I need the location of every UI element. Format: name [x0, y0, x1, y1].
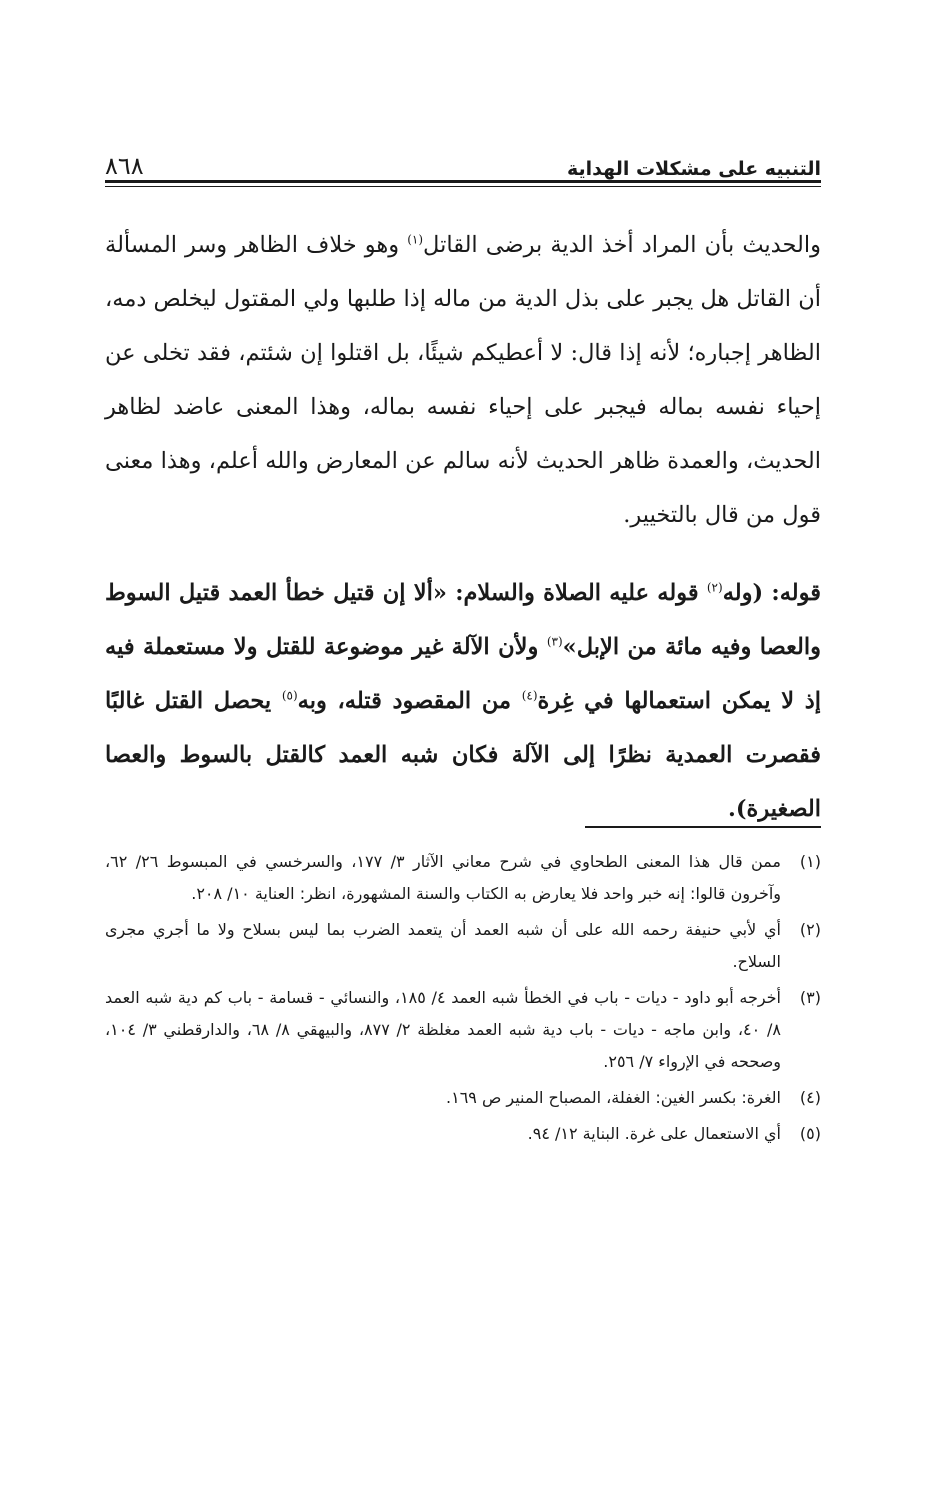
footnote-4: [105, 1082, 821, 1114]
page-number: ٨٦٨: [105, 152, 144, 180]
paragraph-2-part-3: ولأن الآلة غير موضوعة للقتل ولا مستعملة فيه إذ لا يمكن استعمالها في غِرة: [105, 634, 821, 714]
footnote-number: (٥): [799, 1124, 821, 1143]
footnote-text: ممن قال هذا المعنى الطحاوي في شرح معاني الآثار ٣/ ١٧٧، والسرخسي في المبسوط ٢٦/ ٦٢، وآخرون قالوا: إنه خبر واحد فلا يعارض به الكتاب والسنة المشهورة، انظر: العناية ١٠/ ٢٠٨.: [105, 852, 781, 903]
footnote-number: (٣): [799, 988, 821, 1007]
paragraph-2-part-2: قوله عليه الصلاة والسلام: «ألا إن قتيل خطأ العمد قتيل السوط والعصا وفيه مائة من الإبل»: [105, 580, 821, 660]
footnote-ref-2: (٢): [706, 580, 723, 595]
header-rule-thick: [105, 180, 821, 183]
footnote-number: (١): [799, 852, 821, 871]
footnote-ref-3: (٣): [546, 634, 563, 649]
footnote-text: أي الاستعمال على غرة. البناية ١٢/ ٩٤.: [527, 1124, 781, 1143]
running-title: التنبيه على مشكلات الهداية: [567, 158, 821, 180]
footnote-ref-1: (١): [407, 232, 424, 247]
footnote-2: [105, 914, 821, 978]
paragraph-2-part-1: قوله: (وله: [722, 580, 821, 606]
footnote-text: الغرة: بكسر الغين: الغفلة، المصباح المنير ص ١٦٩.: [446, 1088, 781, 1107]
footnote-text: أي لأبي حنيفة رحمه الله على أن شبه العمد أن يتعمد الضرب بما ليس بسلاح ولا ما أجري مجرى السلاح.: [105, 920, 781, 971]
footnote-separator: [585, 826, 821, 828]
paragraph-1-part-2: وهو خلاف الظاهر وسر المسألة أن القاتل هل يجبر على بذل الدية من ماله إذا طلبها ولي المقتول ليخلص دمه، الظاهر إجباره؛ لأنه إذا قال: لا أعطيكم شيئًا، بل اقتلوا إن شئتم، فقد تخلى عن إحياء نفسه بماله فيجبر على إحياء نفسه بماله، وهذا المعنى عاضد لظاهر الحديث، والعمدة ظاهر الحديث لأنه سالم عن المعارض والله أعلم، وهذا معنى قول من قال بالتخيير.: [105, 232, 821, 528]
footnotes: [105, 846, 821, 1154]
paragraph-2: [105, 566, 821, 836]
paragraph-2-part-4: من المقصود قتله، وبه: [297, 688, 522, 714]
footnote-number: (٢): [799, 920, 821, 939]
page-header: [105, 140, 821, 180]
paragraph-2-part-5: يحصل القتل غالبًا فقصرت العمدية نظرًا إلى الآلة فكان شبه العمد كالقتل بالسوط والعصا الصغيرة).: [105, 688, 821, 822]
main-text: [105, 218, 821, 836]
paragraph-1: [105, 218, 821, 542]
footnote-ref-5: (٥): [281, 688, 298, 703]
paragraph-1-part-1: والحديث بأن المراد أخذ الدية برضى القاتل: [423, 232, 821, 258]
footnote-3: [105, 982, 821, 1078]
footnote-text: أخرجه أبو داود - ديات - باب في الخطأ شبه العمد ٤/ ١٨٥، والنسائي - قسامة - باب كم دية شبه العمد ٨/ ٤٠، وابن ماجه - ديات - باب دية شبه العمد مغلظة ٢/ ٨٧٧، والبيهقي ٨/ ٦٨، والدارقطني ٣/ ١٠٤، وصححه في الإرواء ٧/ ٢٥٦.: [105, 988, 782, 1071]
footnote-1: [105, 846, 821, 910]
footnote-ref-4: (٤): [521, 688, 538, 703]
footnote-5: [105, 1118, 821, 1150]
header-rule-thin: [105, 186, 821, 187]
footnote-number: (٤): [799, 1088, 821, 1107]
